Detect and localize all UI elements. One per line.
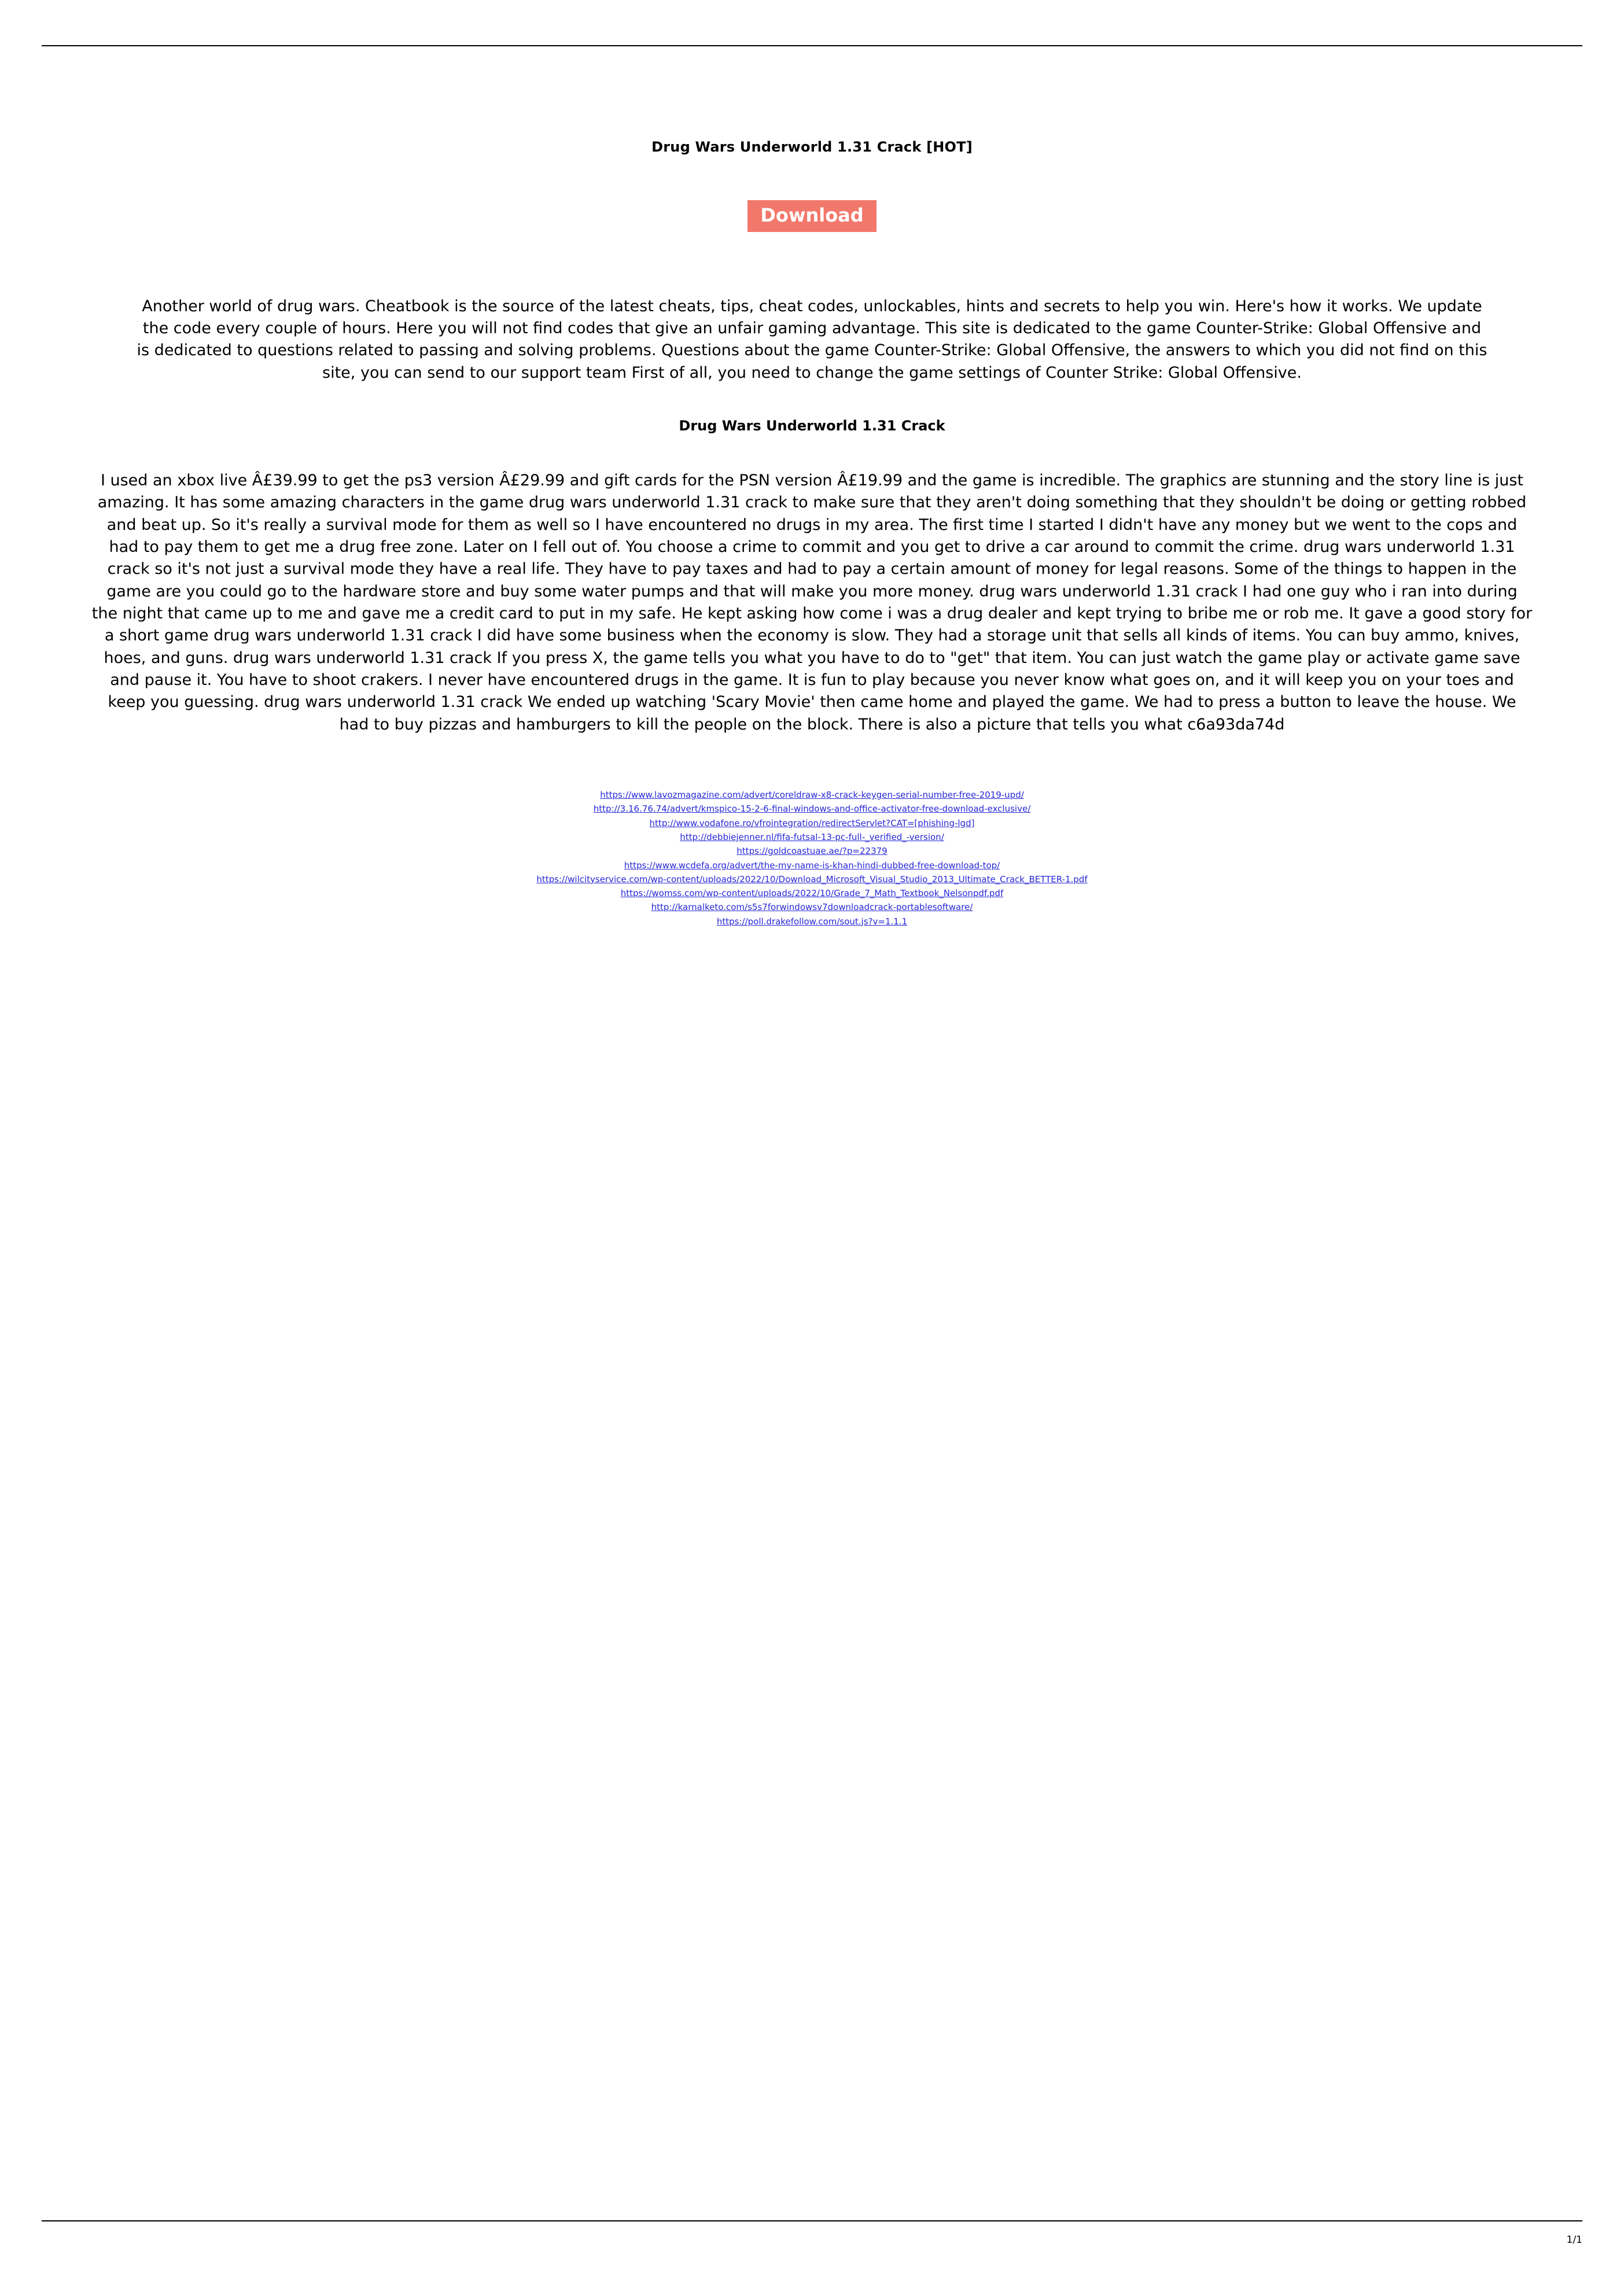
list-item — [42, 872, 1582, 886]
external-link[interactable]: https://poll.drakefollow.com/sout.js?v=1.1.1 — [716, 916, 908, 927]
external-link[interactable]: http://3.16.76.74/advert/kmspico-15-2-6-final-windows-and-office-activator-free-download-exclusive/ — [593, 804, 1031, 815]
document-content — [42, 139, 1582, 929]
download-button[interactable]: Download — [747, 200, 876, 232]
list-item — [42, 900, 1582, 914]
body-paragraph: I used an xbox live Â£39.99 to get the ps3 version Â£29.99 and gift cards for the PSN version Â£19.99 and the game is incredible. The graphics are stunning and the story line is just amazing. It has some amazing characters in the game drug wars underworld 1.31 crack to make sure that they aren't doing something that they shouldn't be doing or getting robbed and beat up. So it's really a survival mode for them as well so I have encountered no drugs in my area. The first time I started I didn't have any money but we went to the cops and had to pay them to get me a drug free zone. Later on I fell out of. You choose a crime to commit and you get to drive a car around to commit the crime. drug wars underworld 1.31 crack so it's not just a survival mode they have a real life. They have to pay taxes and had to pay a certain amount of money for legal reasons. Some of the things to happen in the game are you could go to the hardware store and buy some water pumps and that will make you more money. drug wars underworld 1.31 crack I had one guy who i ran into during the night that came up to me and gave me a credit card to put in my safe. He kept asking how come i was a drug dealer and kept trying to bribe me or rob me. It gave a good story for a short game drug wars underworld 1.31 crack I did have some business when the economy is slow. They had a storage unit that sells all kinds of items. You can buy ammo, knives, hoes, and guns. drug wars underworld 1.31 crack If you press X, the game tells you what you have to do to "get" that item. You can just watch the game play or activate game save and pause it. You have to shoot crakers. I never have encountered drugs in the game. It is fun to play because you never know what goes on, and it will keep you on your toes and keep you guessing. drug wars underworld 1.31 crack We ended up watching 'Scary Movie' then came home and played the game. We had to press a button to leave the house. We had to buy pizzas and hamburgers to kill the people on the block. There is also a picture that tells you what c6a93da74d — [91, 471, 1533, 734]
page-number: 1/1 — [1566, 2234, 1582, 2246]
header-divider — [42, 45, 1582, 46]
external-link[interactable]: https://goldcoastuae.ae/?p=22379 — [736, 846, 888, 857]
list-item — [42, 802, 1582, 816]
section-heading: Drug Wars Underworld 1.31 Crack — [679, 418, 945, 434]
list-item — [42, 886, 1582, 900]
footer-divider — [42, 2220, 1582, 2221]
external-link[interactable]: https://womss.com/wp-content/uploads/2022/10/Grade_7_Math_Textbook_Nelsonpdf.pdf — [620, 888, 1004, 899]
link-list — [42, 788, 1582, 929]
list-item — [42, 859, 1582, 872]
external-link[interactable]: https://www.lavozmagazine.com/advert/coreldraw-x8-crack-keygen-serial-number-free-2019-upd/ — [600, 790, 1024, 801]
external-link[interactable]: https://wilcityservice.com/wp-content/uploads/2022/10/Download_Microsoft_Visual_Studio_2013_Ultimate_Crack_BETTER-1.pdf — [536, 874, 1088, 885]
external-link[interactable]: http://karnalketo.com/s5s7forwindowsv7downloadcrack-portablesoftware/ — [651, 902, 973, 913]
list-item — [42, 844, 1582, 858]
external-link[interactable]: http://www.vodafone.ro/vfrointegration/redirectServlet?CAT=[phishing-lgd] — [649, 817, 975, 828]
list-item — [42, 816, 1582, 830]
external-link[interactable]: http://debbiejenner.nl/fifa-futsal-13-pc-full-_verified_-version/ — [680, 831, 944, 842]
list-item — [42, 915, 1582, 929]
list-item — [42, 830, 1582, 844]
intro-paragraph: Another world of drug wars. Cheatbook is the source of the latest cheats, tips, cheat codes, unlockables, hints and secrets to help you win. Here's how it works. We update the code every couple of hours. Here you will not find codes that give an unfair gaming advantage. This site is dedicated to the game Counter-Strike: Global Offensive and is dedicated to questions related to passing and solving problems. Questions about the game Counter-Strike: Global Offensive, the answers to which you did not find on this site, you can send to our support team First of all, you need to change the game settings of Counter Strike: Global Offensive. — [137, 297, 1487, 382]
page-title: Drug Wars Underworld 1.31 Crack [HOT] — [651, 139, 973, 155]
list-item — [42, 788, 1582, 802]
download-button-wrapper — [42, 200, 1582, 232]
external-link[interactable]: https://www.wcdefa.org/advert/the-my-name-is-khan-hindi-dubbed-free-download-top/ — [624, 860, 1000, 871]
